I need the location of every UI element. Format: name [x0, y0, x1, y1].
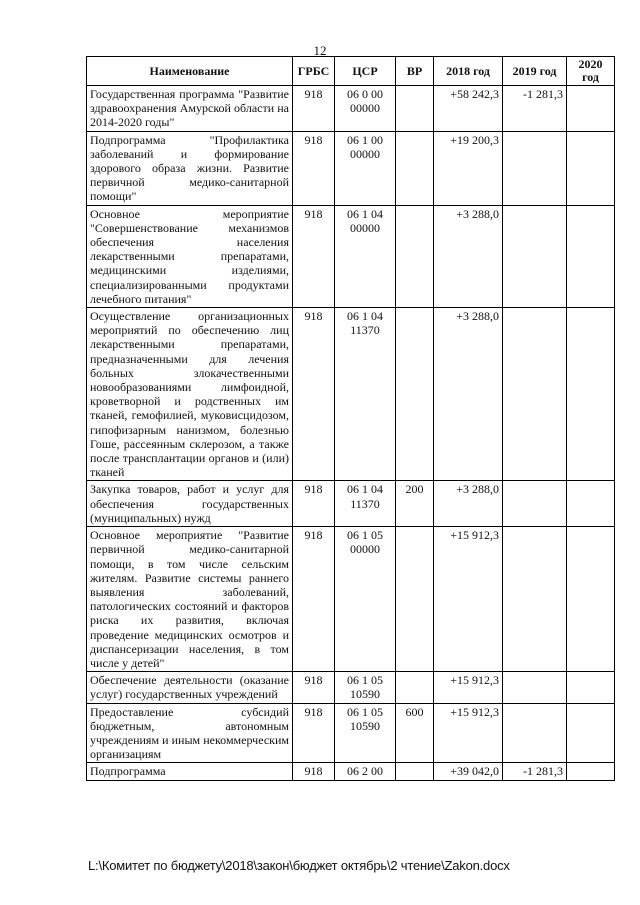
row-grbs: 918 — [293, 672, 335, 703]
row-2020 — [567, 527, 615, 672]
row-vr: 600 — [396, 703, 434, 763]
row-name: Подпрограмма — [87, 763, 293, 780]
row-2019 — [503, 703, 567, 763]
row-name: Государственная программа "Развитие здравоохранения Амурской области на 2014-2020 годы" — [87, 86, 293, 132]
header-name: Наименование — [87, 57, 293, 86]
row-vr — [396, 763, 434, 780]
row-2020 — [567, 86, 615, 132]
row-vr — [396, 672, 434, 703]
table-row — [87, 703, 615, 763]
row-name: Основное мероприятие "Совершенствование механизмов обеспечения населения лекарственными препаратами, медицинскими изделиями, специализированными продуктами лечебного питания" — [87, 205, 293, 307]
table-row — [87, 86, 615, 132]
row-csr: 06 1 04 11370 — [335, 481, 396, 527]
row-grbs: 918 — [293, 86, 335, 132]
table-row — [87, 131, 615, 205]
row-vr — [396, 308, 434, 481]
table-row — [87, 763, 615, 780]
row-csr: 06 1 04 11370 — [335, 308, 396, 481]
row-2019 — [503, 131, 567, 205]
row-2019: -1 281,3 — [503, 86, 567, 132]
table-row — [87, 527, 615, 672]
row-name: Основное мероприятие "Развитие первичной медико-санитарной помощи, в том числе сельским жителям. Развитие системы раннего выявления заболеваний, патологических состояний и факторов риска их развития, включая проведение медицинских осмотров и диспансеризации населения, в том числе у детей" — [87, 527, 293, 672]
table-row — [87, 308, 615, 481]
row-2018: +15 912,3 — [434, 672, 503, 703]
row-name: Закупка товаров, работ и услуг для обеспечения государственных (муниципальных) нужд — [87, 481, 293, 527]
row-grbs: 918 — [293, 131, 335, 205]
row-csr: 06 1 05 10590 — [335, 703, 396, 763]
row-2018: +3 288,0 — [434, 205, 503, 307]
header-grbs: ГРБС — [293, 57, 335, 86]
row-grbs: 918 — [293, 205, 335, 307]
row-csr: 06 1 05 00000 — [335, 527, 396, 672]
row-csr: 06 1 00 00000 — [335, 131, 396, 205]
row-2018: +19 200,3 — [434, 131, 503, 205]
row-2018: +58 242,3 — [434, 86, 503, 132]
row-2020 — [567, 205, 615, 307]
row-2019 — [503, 527, 567, 672]
header-2018: 2018 год — [434, 57, 503, 86]
row-2018: +39 042,0 — [434, 763, 503, 780]
header-csr: ЦСР — [335, 57, 396, 86]
budget-table — [86, 56, 615, 781]
row-csr: 06 1 04 00000 — [335, 205, 396, 307]
row-2018: +3 288,0 — [434, 308, 503, 481]
row-2020 — [567, 308, 615, 481]
page-number: 12 — [313, 43, 327, 58]
row-vr — [396, 527, 434, 672]
row-vr — [396, 86, 434, 132]
row-grbs: 918 — [293, 481, 335, 527]
table-body — [87, 86, 615, 781]
row-name: Осуществление организационных мероприятий по обеспечению лиц лекарственными препаратами, предназначенными для лечения больных злокачественными новообразованиями лимфоидной, кроветворной и родственных им тканей, гемофилией, муковисцидозом, гипофизарным нанизмом, болезнью Гоше, рассеянным склерозом, а также после трансплантации органов и (или) тканей — [87, 308, 293, 481]
row-grbs: 918 — [293, 527, 335, 672]
row-2020 — [567, 131, 615, 205]
row-2019 — [503, 308, 567, 481]
row-csr: 06 1 05 10590 — [335, 672, 396, 703]
table-row — [87, 481, 615, 527]
header-2020: 2020 год — [567, 57, 615, 86]
row-2020 — [567, 672, 615, 703]
table-header-row — [87, 57, 615, 86]
row-csr: 06 2 00 — [335, 763, 396, 780]
row-grbs: 918 — [293, 308, 335, 481]
row-name: Обеспечение деятельности (оказание услуг) государственных учреждений — [87, 672, 293, 703]
row-2019: -1 281,3 — [503, 763, 567, 780]
document-file-path: L:\Комитет по бюджету\2018\закон\бюджет октябрь\2 чтение\Zakon.docx — [88, 858, 510, 873]
row-2020 — [567, 703, 615, 763]
row-2019 — [503, 672, 567, 703]
row-grbs: 918 — [293, 763, 335, 780]
row-2018: +15 912,3 — [434, 527, 503, 672]
row-grbs: 918 — [293, 703, 335, 763]
row-name: Подпрограмма "Профилактика заболеваний и формирование здорового образа жизни. Развитие первичной медико-санитарной помощи" — [87, 131, 293, 205]
row-2018: +15 912,3 — [434, 703, 503, 763]
table-row — [87, 205, 615, 307]
row-2018: +3 288,0 — [434, 481, 503, 527]
row-name: Предоставление субсидий бюджетным, автономным учреждениям и иным некоммерческим организациям — [87, 703, 293, 763]
row-2020 — [567, 481, 615, 527]
header-2019: 2019 год — [503, 57, 567, 86]
row-vr: 200 — [396, 481, 434, 527]
row-2019 — [503, 205, 567, 307]
table-row — [87, 672, 615, 703]
row-2020 — [567, 763, 615, 780]
row-2019 — [503, 481, 567, 527]
header-vr: ВР — [396, 57, 434, 86]
row-vr — [396, 205, 434, 307]
row-vr — [396, 131, 434, 205]
row-csr: 06 0 00 00000 — [335, 86, 396, 132]
